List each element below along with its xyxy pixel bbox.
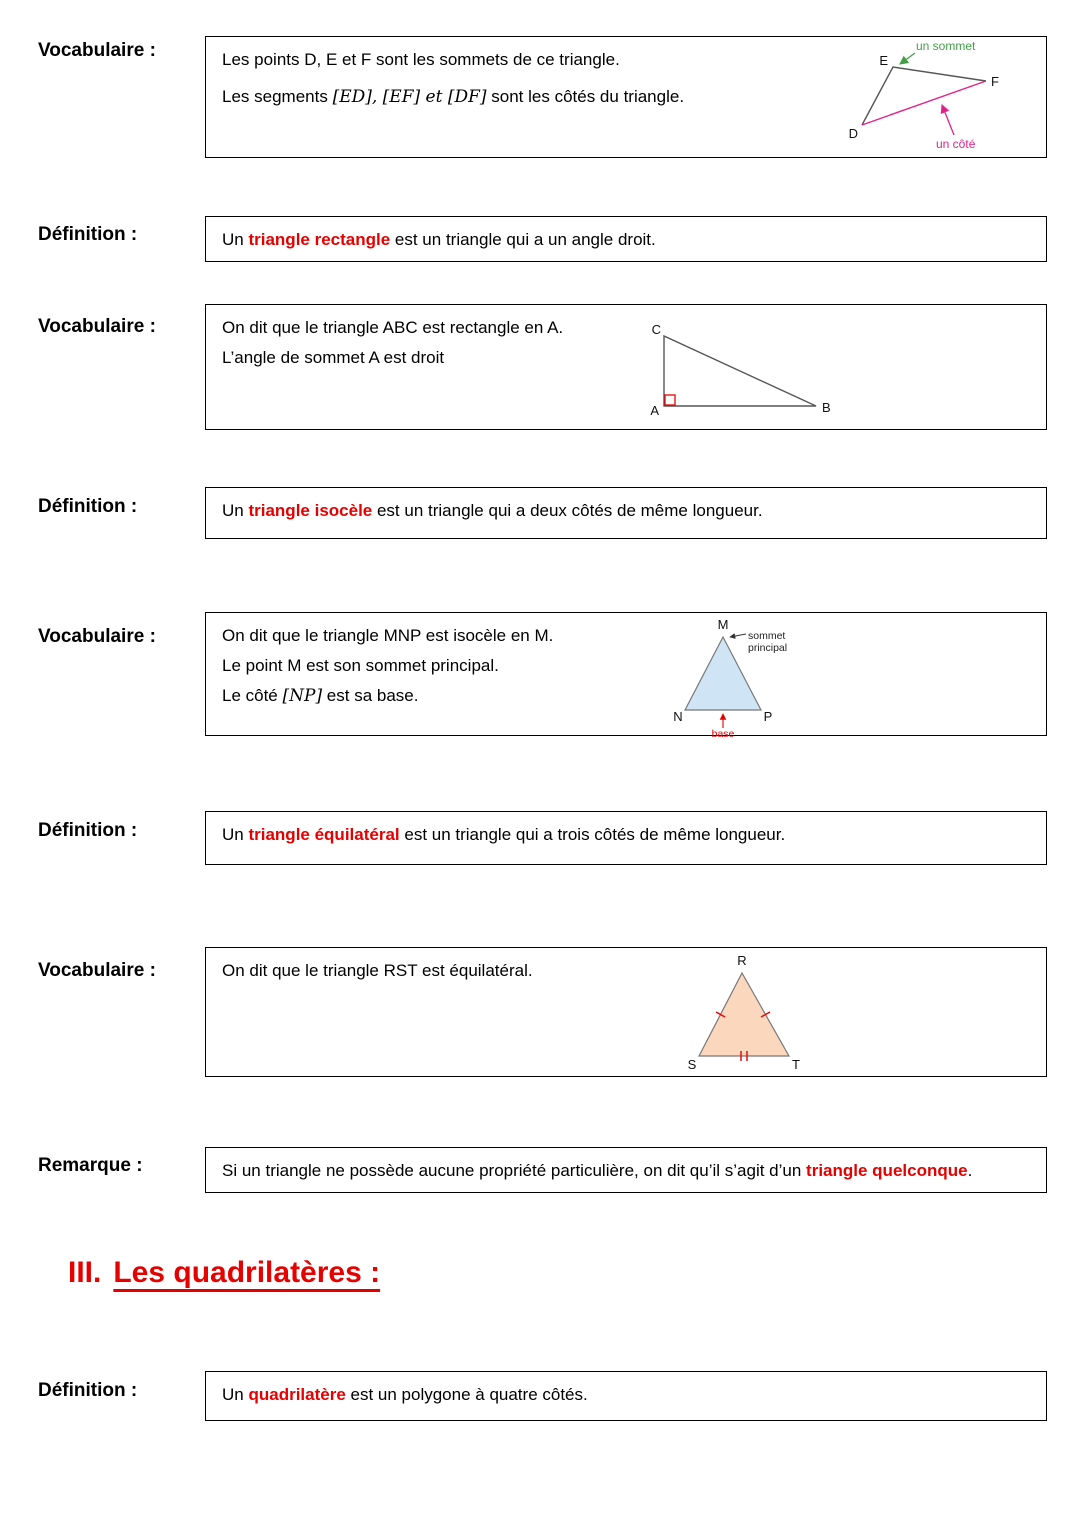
term-triangle-rectangle: triangle rectangle — [248, 230, 391, 249]
annotation-base: base — [711, 728, 735, 739]
text-line — [222, 655, 646, 678]
section-label-definition-4: Définition : — [38, 1380, 138, 1401]
vertex-label-d: D — [848, 126, 858, 141]
text-line — [222, 347, 626, 370]
section-label-definition-2: Définition : — [38, 496, 138, 517]
text-line — [222, 685, 646, 708]
vertex-label-m: M — [717, 617, 729, 632]
definition-text-triangle-equilateral — [206, 812, 1046, 859]
math-segment: [NP] — [282, 685, 323, 706]
vertex-label-r: R — [737, 953, 747, 968]
vocabulary-box-triangle-rst — [205, 947, 1047, 1077]
term-triangle-isocele: triangle isocèle — [248, 501, 373, 520]
text-line — [222, 317, 626, 340]
text-segment: Un — [222, 825, 249, 844]
annotation-un-sommet: un sommet — [916, 39, 976, 53]
section-label-definition-1: Définition : — [38, 224, 138, 245]
heading-number: III. — [68, 1256, 102, 1289]
text-line — [222, 500, 1030, 523]
vocabulary-text-triangle-mnp — [206, 613, 1046, 720]
annotation-un-cote: un côté — [936, 137, 976, 151]
definition-text-triangle-rectangle — [206, 217, 1046, 264]
right-angle-square-icon — [665, 395, 675, 405]
annotation-sommet-principal-line2: principal — [748, 642, 788, 654]
text-segment: L’angle de sommet A est droit — [222, 347, 445, 367]
vertex-label-t: T — [792, 1057, 800, 1072]
text-segment: Un — [222, 501, 249, 520]
right-triangle-outline — [664, 336, 816, 406]
text-segment: Le côté — [222, 685, 283, 705]
section-label-definition-3: Définition : — [38, 820, 138, 841]
text-segment: est un triangle qui a deux côtés de même longueur. — [372, 501, 763, 520]
vocabulary-box-triangle-abc — [205, 304, 1047, 430]
definition-box-quadrilatere — [205, 1371, 1047, 1421]
vertex-label-c: C — [651, 322, 661, 337]
text-segment: Le point M est son sommet principal. — [222, 655, 499, 675]
vocabulary-box-triangle-def — [205, 36, 1047, 158]
right-triangle-abc-diagram — [646, 313, 856, 425]
definition-box-triangle-isocele — [205, 487, 1047, 539]
text-line — [222, 824, 1030, 847]
text-segment: . — [967, 1161, 973, 1180]
triangle-def-pink-side — [862, 81, 986, 125]
definition-text-triangle-isocele — [206, 488, 1046, 535]
term-triangle-equilateral: triangle équilatéral — [248, 825, 400, 844]
text-line — [222, 86, 796, 109]
text-segment: On dit que le triangle ABC est rectangle en A. — [222, 318, 564, 337]
equilateral-triangle-rst-diagram — [661, 952, 871, 1078]
definition-box-triangle-rectangle — [205, 216, 1047, 262]
text-segment: sont les côtés du triangle. — [486, 86, 685, 106]
text-segment: est un triangle qui a un angle droit. — [390, 230, 656, 249]
text-line — [222, 1160, 1030, 1183]
section-label-vocabulaire-1: Vocabulaire : — [38, 40, 156, 61]
remarque-text — [206, 1148, 1046, 1195]
definition-text-quadrilatere — [206, 1372, 1046, 1419]
text-segment: On dit que le triangle MNP est isocèle en M. — [222, 626, 554, 645]
remarque-box — [205, 1147, 1047, 1193]
text-segment: Si un triangle ne possède aucune propriété particulière, on dit qu’il s’agit d’un — [222, 1161, 807, 1180]
vocabulary-text-triangle-abc — [206, 305, 1046, 382]
triangle-def-diagram — [818, 37, 1048, 159]
triangle-def-black-sides — [862, 67, 986, 125]
vocabulary-text-triangle-rst — [206, 948, 1046, 995]
text-line — [222, 49, 796, 72]
text-segment: est un triangle qui a trois côtés de même longueur. — [399, 825, 786, 844]
vertex-label-f: F — [991, 74, 999, 89]
section-label-vocabulaire-2: Vocabulaire : — [38, 316, 156, 337]
vertex-label-p: P — [763, 709, 773, 724]
definition-box-triangle-equilateral — [205, 811, 1047, 865]
text-segment: On dit que le triangle RST est équilatéral. — [222, 961, 533, 980]
term-triangle-quelconque: triangle quelconque — [806, 1161, 968, 1180]
annotation-sommet-principal-line1: sommet — [748, 630, 786, 642]
section-label-vocabulaire-4: Vocabulaire : — [38, 960, 156, 981]
text-segment: Un — [222, 1385, 249, 1404]
arrow-un-sommet-icon — [900, 53, 915, 64]
equilateral-triangle-shape — [699, 973, 789, 1056]
text-segment: est un polygone à quatre côtés. — [345, 1385, 588, 1404]
text-segment: Les segments — [222, 86, 333, 106]
vertex-label-b: B — [822, 400, 831, 415]
heading-title: Les quadrilatères : — [113, 1256, 381, 1289]
section-label-remarque: Remarque : — [38, 1155, 143, 1176]
text-line — [222, 1384, 1030, 1407]
text-line — [222, 625, 646, 648]
section-label-vocabulaire-3: Vocabulaire : — [38, 626, 156, 647]
vertex-label-s: S — [687, 1057, 697, 1072]
text-segment: Un — [222, 230, 249, 249]
section-heading-quadrilateres — [68, 1256, 380, 1290]
vertex-label-e: E — [879, 53, 888, 68]
isoceles-triangle-mnp-diagram — [661, 615, 911, 739]
math-segment: [ED], [EF] et [DF] — [332, 86, 487, 107]
arrow-un-cote-icon — [942, 105, 954, 135]
text-segment: Les points D, E et F sont les sommets de ce triangle. — [222, 50, 620, 69]
vertex-label-a: A — [650, 403, 659, 418]
text-line — [222, 229, 1030, 252]
arrow-sommet-principal-icon — [730, 634, 746, 637]
text-line — [222, 960, 646, 983]
vertex-label-n: N — [673, 709, 683, 724]
term-quadrilatere: quadrilatère — [248, 1385, 346, 1404]
text-segment: est sa base. — [322, 685, 419, 705]
vocabulary-box-triangle-mnp — [205, 612, 1047, 739]
